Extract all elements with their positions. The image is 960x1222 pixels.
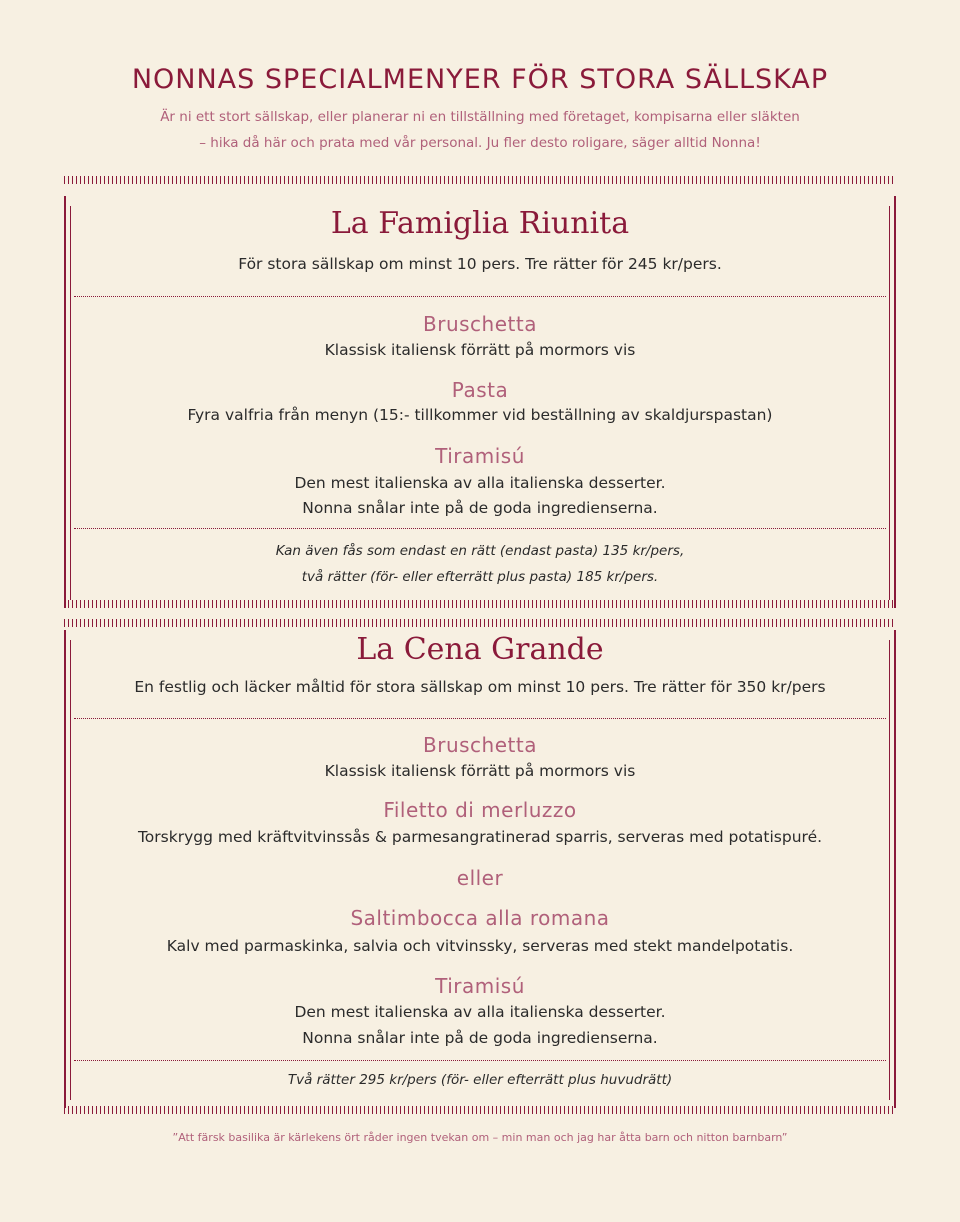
course-description: Kalv med parmaskinka, salvia och vitvinssky, serveras med stekt mandelpotatis. <box>166 937 794 955</box>
course-description: Torskrygg med kräftvitvinssås & parmesangratinerad sparris, serveras med potatispuré. <box>137 828 823 846</box>
divider <box>74 1060 886 1061</box>
divider <box>74 296 886 297</box>
course-description: Klassisk italiensk förrätt på mormors vis <box>324 341 636 359</box>
course-name: Tiramisú <box>435 974 525 998</box>
course-description: Den mest italienska av alla italienska desserter. <box>294 1003 666 1021</box>
section2-title: La Cena Grande <box>356 632 604 667</box>
bottom-border-section1 <box>64 600 896 608</box>
bottom-border-section2 <box>64 1106 896 1114</box>
section2-note: Två rätter 295 kr/pers (för- eller efterrätt plus huvudrätt) <box>287 1072 673 1088</box>
course-name: Tiramisú <box>435 444 525 468</box>
course-description: Nonna snålar inte på de goda ingredienserna. <box>302 1029 658 1047</box>
divider <box>74 718 886 719</box>
course-name: Pasta <box>451 378 509 402</box>
course-name: Filetto di merluzzo <box>383 798 577 822</box>
section1-note-line-2: två rätter (för- eller efterrätt plus pasta) 185 kr/pers. <box>301 569 659 585</box>
course-name-or: eller <box>456 866 504 890</box>
footer-quote: ”Att färsk basilika är kärlekens ört råder ingen tvekan om – min man och jag har åtta barn och nitton barnbarn” <box>172 1131 788 1144</box>
course-description: Fyra valfria från menyn (15:- tillkommer vid beställning av skaldjurspastan) <box>187 406 773 424</box>
course-description: Den mest italienska av alla italienska desserter. <box>294 474 666 492</box>
course-description: Nonna snålar inte på de goda ingredienserna. <box>302 499 658 517</box>
course-name: Bruschetta <box>423 733 537 757</box>
course-description: Klassisk italiensk förrätt på mormors vis <box>324 762 636 780</box>
intro-line-2: – hika då här och prata med vår personal. Ju fler desto roligare, säger alltid Nonna! <box>199 135 761 151</box>
course-name: Bruschetta <box>423 312 537 336</box>
top-border-section1 <box>64 176 896 184</box>
section2-subtitle: En festlig och läcker måltid för stora sällskap om minst 10 pers. Tre rätter för 350 kr/pers <box>134 678 826 696</box>
section1-title: La Famiglia Riunita <box>330 206 630 241</box>
top-border-section2 <box>64 619 896 627</box>
page-title: NONNAS SPECIALMENYER FÖR STORA SÄLLSKAP <box>131 64 829 95</box>
divider <box>74 528 886 529</box>
course-name: Saltimbocca alla romana <box>350 906 610 930</box>
intro-line-1: Är ni ett stort sällskap, eller planerar ni en tillställning med företaget, kompisarna eller släkten <box>160 109 800 125</box>
section1-subtitle: För stora sällskap om minst 10 pers. Tre rätter för 245 kr/pers. <box>238 255 722 273</box>
section1-note-line-1: Kan även fås som endast en rätt (endast pasta) 135 kr/pers, <box>275 543 685 559</box>
